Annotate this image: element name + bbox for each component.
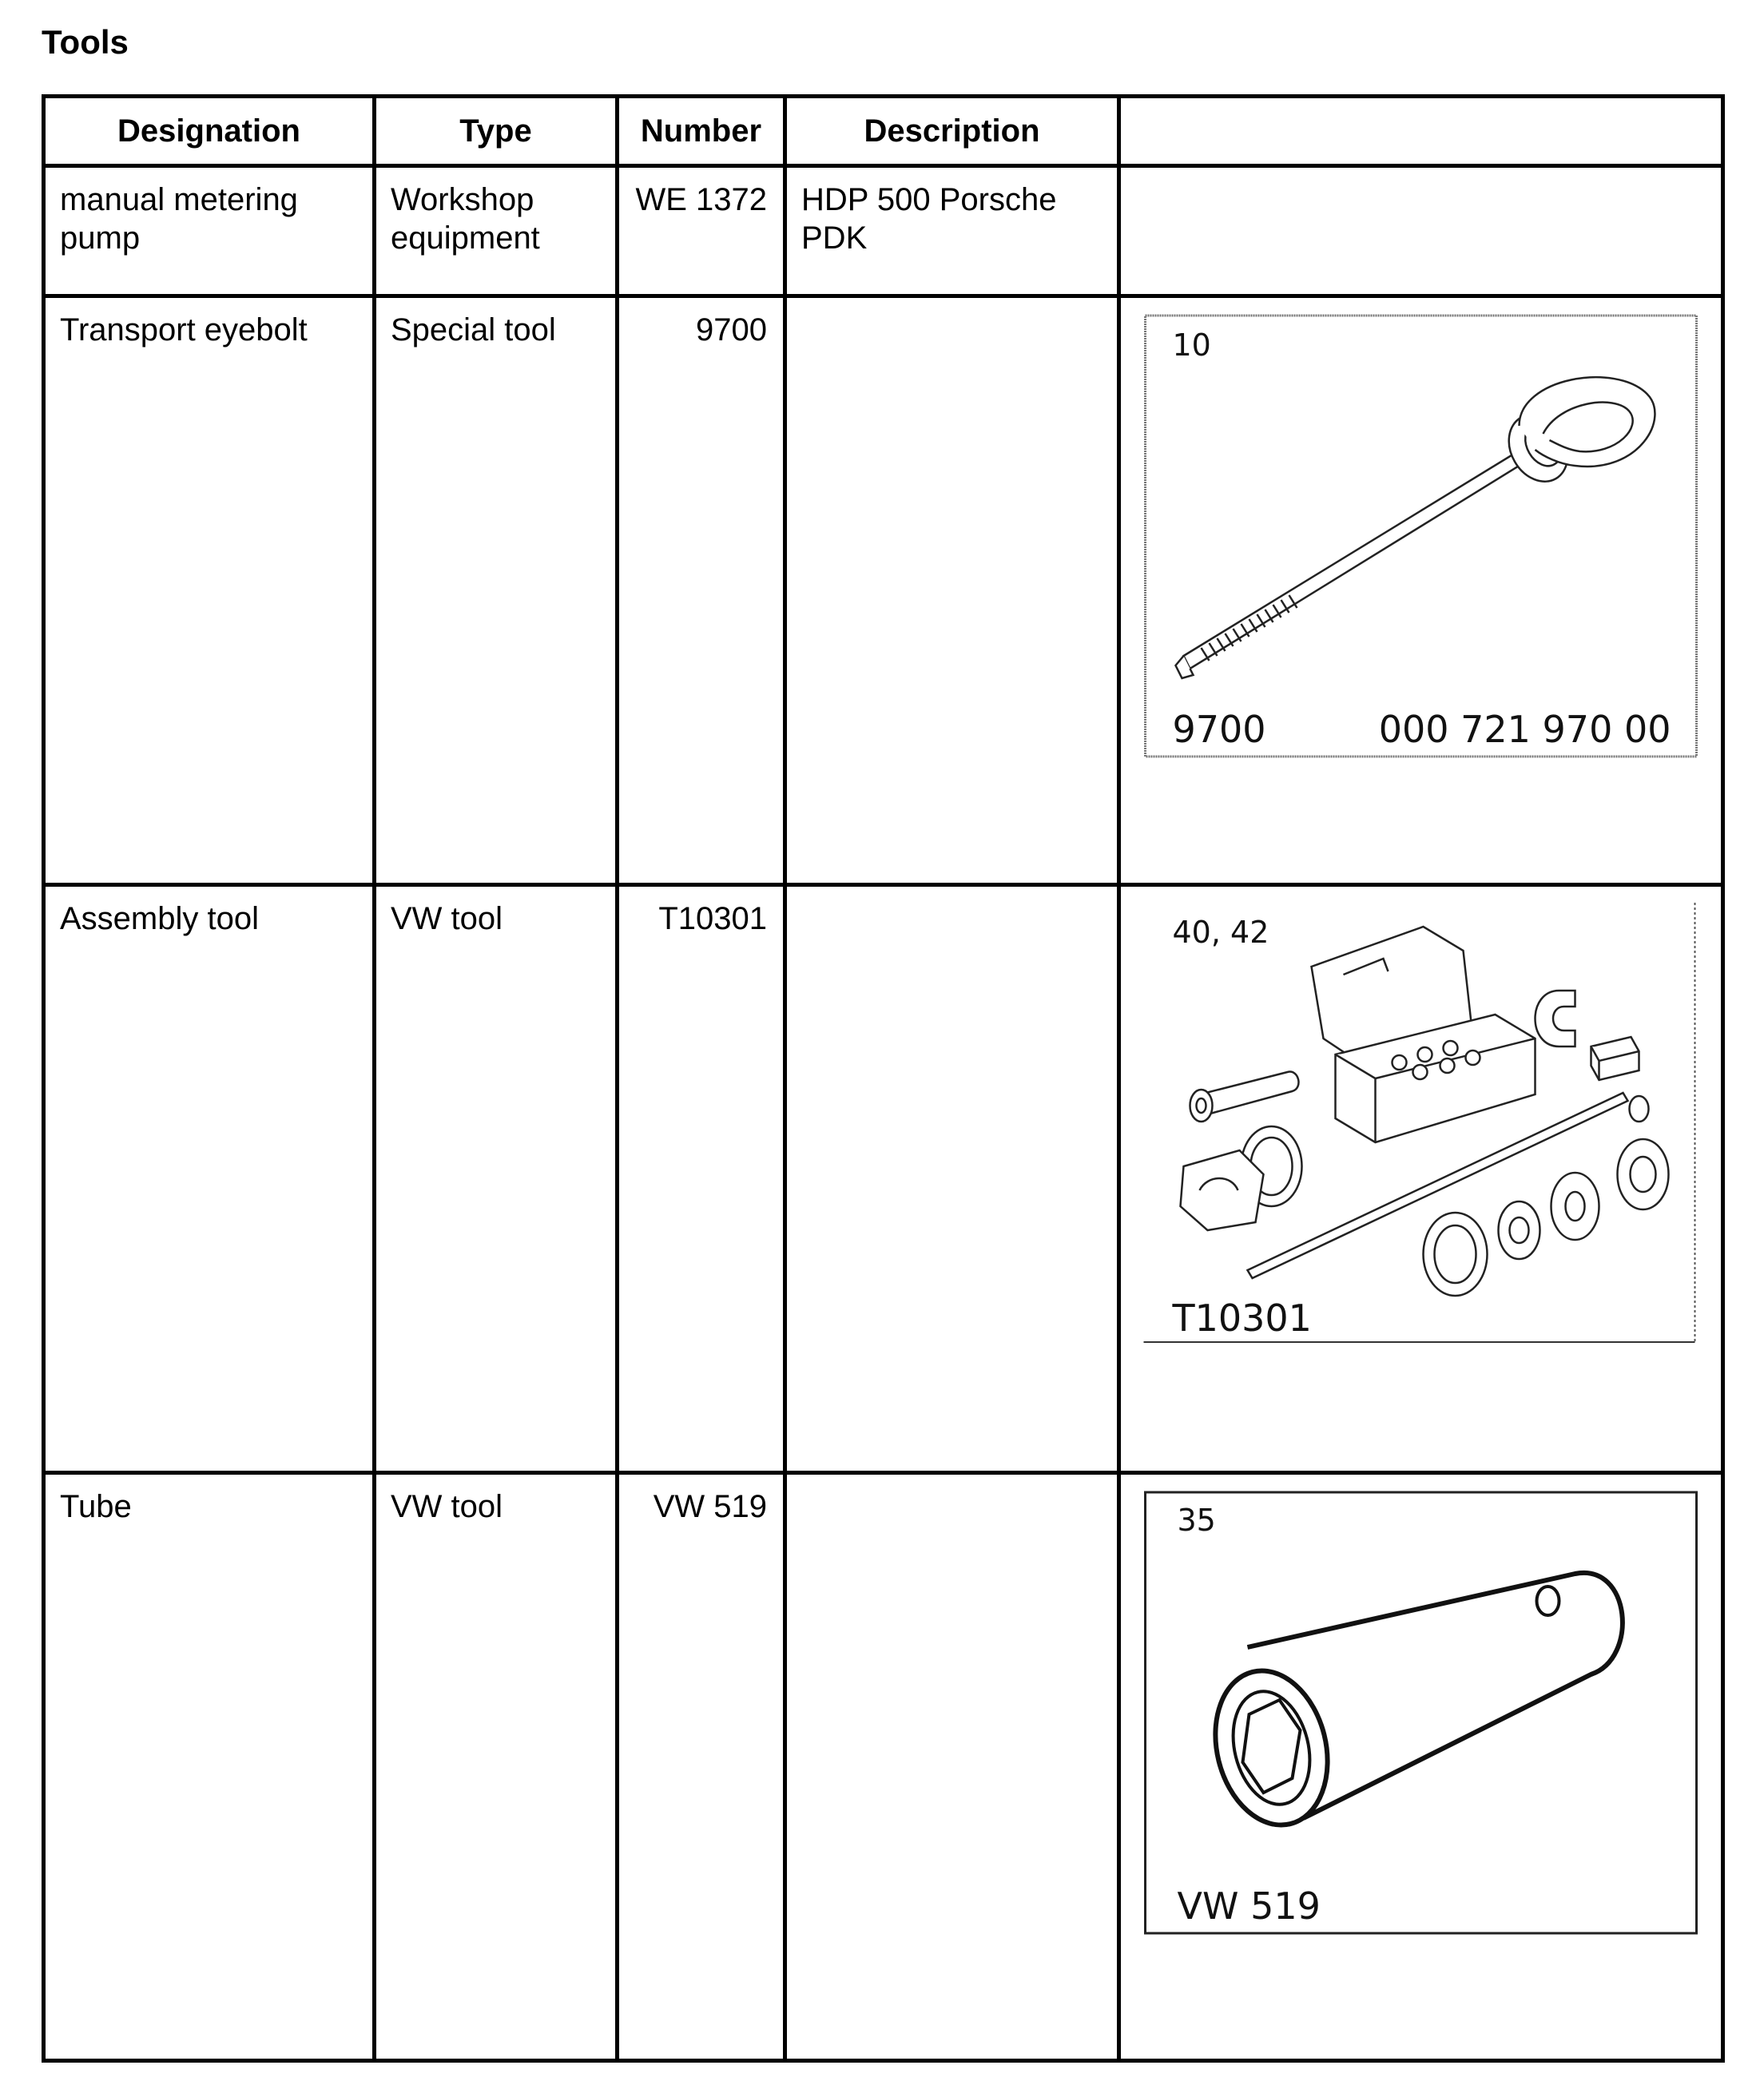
- table-header-row: [44, 97, 1723, 166]
- cell-type: Special tool: [375, 296, 618, 884]
- assembly-kit-illustration: [1142, 903, 1700, 1347]
- cell-number: 9700: [618, 296, 785, 884]
- cell-illustration-empty: [1119, 166, 1723, 296]
- tool-label: T10301: [1172, 1296, 1312, 1340]
- tool-label: 9700: [1172, 708, 1266, 752]
- cell-description: [785, 884, 1119, 1472]
- cell-illustration: [1119, 1472, 1723, 2060]
- header-type: Type: [375, 97, 618, 166]
- cell-illustration: [1119, 884, 1723, 1472]
- cell-type: Workshop equipment: [375, 166, 618, 296]
- table-row: [44, 884, 1723, 1472]
- tool-label: VW 519: [1177, 1884, 1321, 1928]
- page-title: Tools: [42, 23, 129, 61]
- table-row: [44, 166, 1723, 296]
- cell-description: HDP 500 Porsche PDK: [785, 166, 1119, 296]
- eyebolt-illustration: [1142, 314, 1700, 758]
- cell-illustration: [1119, 296, 1723, 884]
- cell-designation: Assembly tool: [44, 884, 375, 1472]
- header-illustration: [1119, 97, 1723, 166]
- cell-type: VW tool: [375, 1472, 618, 2060]
- figure-label: 35: [1177, 1502, 1216, 1538]
- cell-description: [785, 1472, 1119, 2060]
- header-designation: Designation: [44, 97, 375, 166]
- tube-illustration: [1142, 1491, 1700, 1935]
- cell-designation: manual metering pump: [44, 166, 375, 296]
- cell-number: VW 519: [618, 1472, 785, 2060]
- cell-description: [785, 296, 1119, 884]
- cell-designation: Tube: [44, 1472, 375, 2060]
- table-row: [44, 1472, 1723, 2060]
- table-row: [44, 296, 1723, 884]
- part-number: 000 721 970 00: [1378, 708, 1671, 752]
- tools-table: [42, 94, 1725, 2063]
- cell-type: VW tool: [375, 884, 618, 1472]
- header-description: Description: [785, 97, 1119, 166]
- cell-number: WE 1372: [618, 166, 785, 296]
- header-number: Number: [618, 97, 785, 166]
- figure-label: 40, 42: [1172, 914, 1269, 950]
- cell-designation: Transport eyebolt: [44, 296, 375, 884]
- figure-label: 10: [1172, 328, 1211, 363]
- cell-number: T10301: [618, 884, 785, 1472]
